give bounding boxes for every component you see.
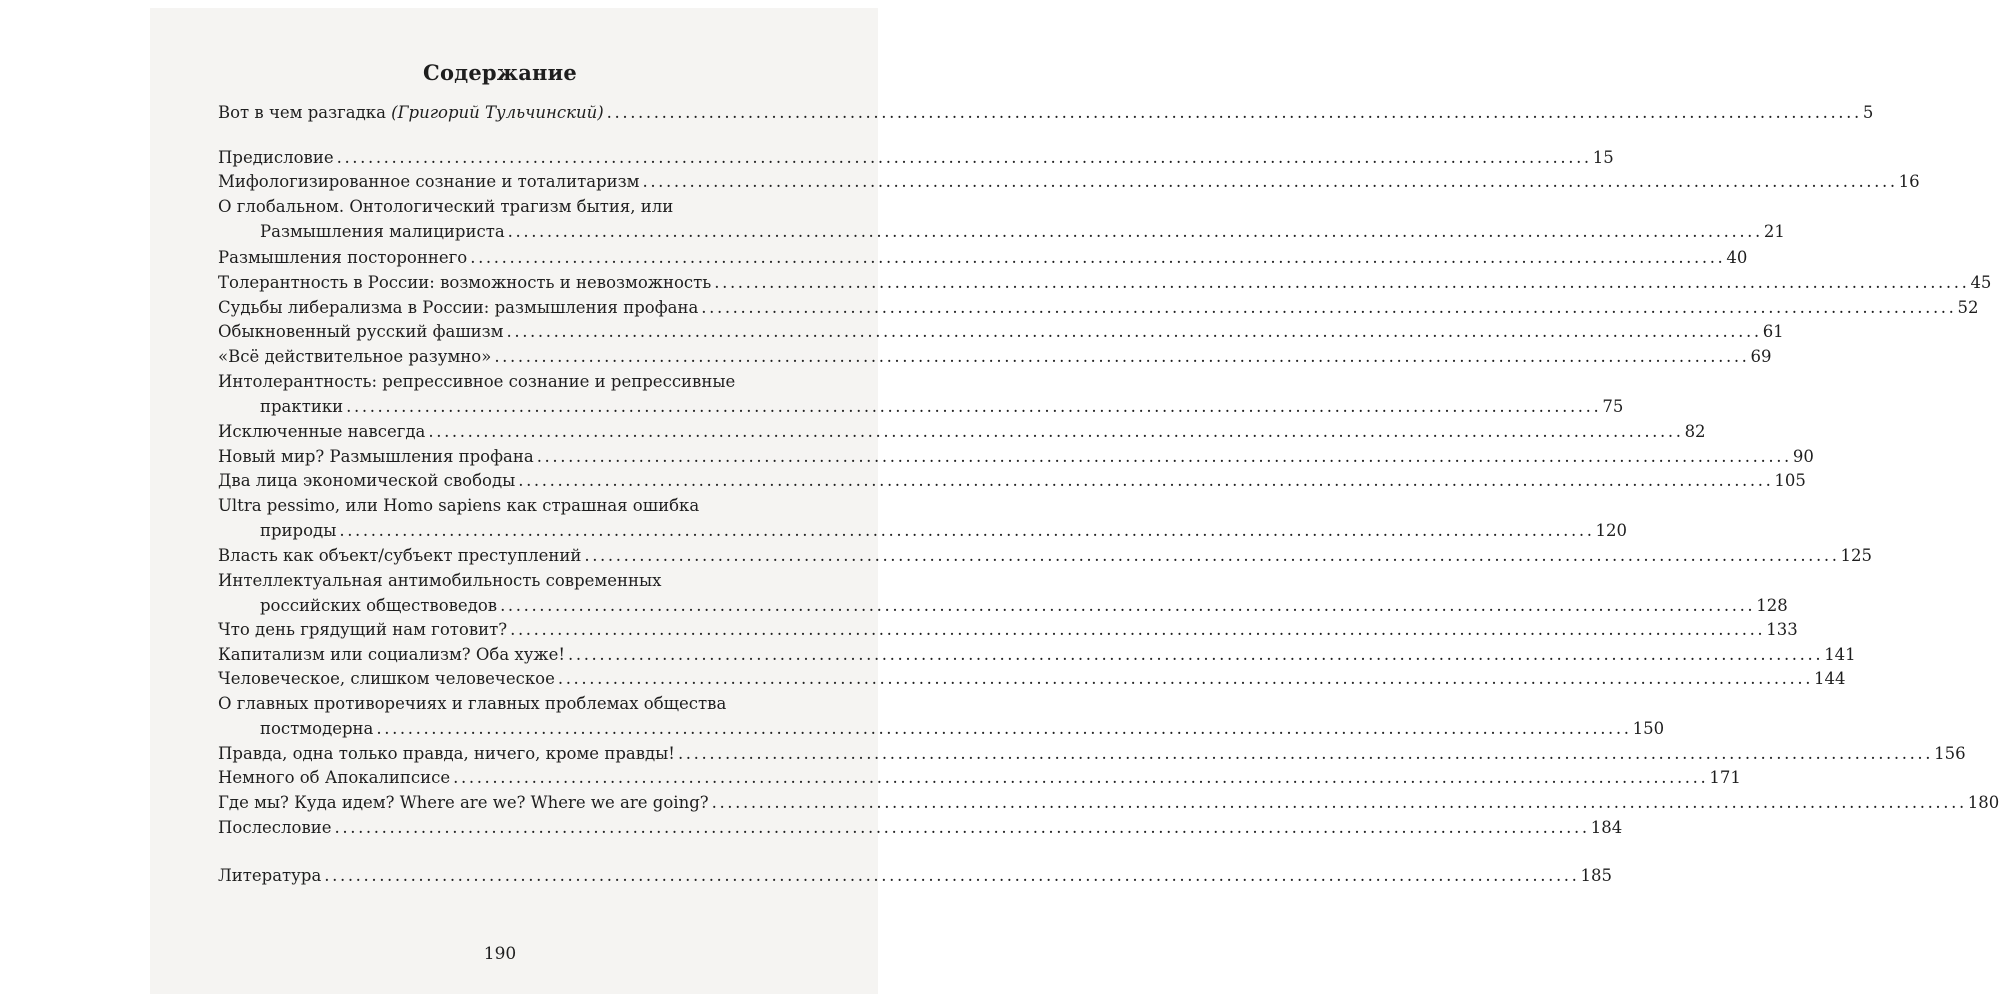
toc-entry-title: Мифологизированное сознание и тоталитаризм [218, 172, 640, 191]
toc-entry [218, 617, 1798, 643]
toc-entry-title: Человеческое, слишком человеческое [218, 669, 555, 688]
dot-leader: ................................................................................................................................................................ [557, 669, 1814, 688]
toc-entry [218, 642, 1856, 668]
toc-entry-title: практики [260, 397, 344, 416]
dot-leader: ................................................................................................................................................................ [324, 866, 1580, 885]
toc-entry [218, 295, 1979, 321]
toc-entry-title: Предисловие [218, 148, 334, 167]
toc-page-number: 16 [1898, 172, 1920, 191]
dot-leader: ................................................................................................................................................................ [677, 744, 1934, 763]
dot-leader: ................................................................................................................................................................ [584, 546, 1840, 565]
toc-entry [218, 765, 1741, 791]
toc-entry-title: постмодерна [260, 719, 374, 738]
toc-entry-title: «Всё действительное разумно» [218, 347, 492, 366]
dot-leader: ................................................................................................................................................................ [453, 768, 1709, 787]
toc-entry [218, 369, 766, 395]
dot-leader: ................................................................................................................................................................ [536, 447, 1792, 466]
toc-page-number: 120 [1595, 521, 1628, 540]
toc-entry [218, 344, 1772, 370]
dot-leader: ................................................................................................................................................................ [470, 248, 1726, 267]
toc-entry-title: Капитализм или социализм? Оба хуже! [218, 645, 565, 664]
toc-page-number: 82 [1684, 422, 1706, 441]
toc-entry-title: О главных противоречиях и главных проблемах общества [218, 694, 727, 713]
toc-entry [218, 493, 766, 519]
toc-page-number: 156 [1934, 744, 1966, 763]
toc-entry [218, 419, 1706, 445]
toc-entry [218, 100, 1874, 126]
toc-entry [218, 716, 1665, 742]
toc-entry-title: Толерантность в России: возможность и невозможность [218, 273, 712, 292]
toc-entry-title: Послесловие [218, 818, 332, 837]
toc-entry-title: Интолерантность: репрессивное сознание и репрессивные [218, 372, 736, 391]
toc-entry [218, 518, 1628, 544]
dot-leader: ................................................................................................................................................................ [346, 397, 1602, 416]
toc-page-number: 52 [1957, 298, 1979, 317]
toc-entry [218, 468, 1806, 494]
toc-page-number: 61 [1762, 322, 1784, 341]
toc-page-number: 40 [1726, 248, 1748, 267]
toc-entry [218, 543, 1873, 569]
toc-entry-title: Немного об Апокалипсисе [218, 768, 451, 787]
toc-page-number: 105 [1774, 471, 1806, 490]
dot-leader: ................................................................................................................................................................ [518, 471, 1774, 490]
toc-page-number: 45 [1970, 273, 1992, 292]
toc-entry-title: Где мы? Куда идем? Where are we? Where we are going? [218, 793, 709, 812]
toc-entry [218, 691, 766, 717]
dot-leader: ................................................................................................................................................................ [711, 793, 1967, 812]
toc-page-number: 133 [1766, 620, 1798, 639]
toc-page-number: 15 [1592, 148, 1614, 167]
toc-entry [218, 194, 766, 220]
dot-leader: ................................................................................................................................................................ [507, 222, 1763, 241]
toc-page-number: 75 [1602, 397, 1624, 416]
toc-entry-title: Интеллектуальная антимобильность современных [218, 571, 662, 590]
dot-leader: ................................................................................................................................................................ [494, 347, 1750, 366]
toc-entry-title: Размышления малицириста [260, 222, 505, 241]
dot-leader: ................................................................................................................................................................ [334, 818, 1590, 837]
dot-leader: ................................................................................................................................................................ [506, 322, 1762, 341]
toc-page-number: 171 [1709, 768, 1741, 787]
toc-page-number: 141 [1824, 645, 1856, 664]
dot-leader: ................................................................................................................................................................ [336, 148, 1592, 167]
toc-entry-title: Что день грядущий нам готовит? [218, 620, 508, 639]
toc-page-number: 125 [1840, 546, 1873, 565]
toc-entry [218, 666, 1846, 692]
toc-entry-title: Власть как объект/субъект преступлений [218, 546, 582, 565]
toc-entry-title: Новый мир? Размышления профана [218, 447, 534, 466]
dot-leader: ................................................................................................................................................................ [701, 298, 1957, 317]
toc-entry-title: О глобальном. Онтологический трагизм бытия, или [218, 197, 674, 216]
toc-entry [218, 815, 1623, 841]
dot-leader: ................................................................................................................................................................ [606, 103, 1862, 122]
toc-entry [218, 593, 1788, 619]
dot-leader: ................................................................................................................................................................ [376, 719, 1632, 738]
dot-leader: ................................................................................................................................................................ [500, 596, 1756, 615]
toc-page-number: 184 [1590, 818, 1623, 837]
toc-entry-author: (Григорий Тульчинский) [391, 103, 604, 122]
dot-leader: ................................................................................................................................................................ [428, 422, 1684, 441]
toc-page-number: 185 [1580, 866, 1612, 885]
toc-page-number: 69 [1750, 347, 1772, 366]
toc-page-number: 21 [1763, 222, 1785, 241]
toc-page-number: 128 [1756, 596, 1788, 615]
toc-page-number: 90 [1792, 447, 1814, 466]
dot-leader: ................................................................................................................................................................ [642, 172, 1898, 191]
toc-entry-title: Ultra pessimo, или Homo sapiens как страшная ошибка [218, 496, 700, 515]
toc-entry-title: российских обществоведов [260, 596, 498, 615]
page-title: Содержание [423, 60, 577, 85]
toc-page-number: 150 [1632, 719, 1665, 738]
toc-entry-title: Вот в чем разгадка (Григорий Тульчинский) [218, 103, 604, 122]
toc-entry [218, 863, 1612, 889]
toc-entry-title: Два лица экономической свободы [218, 471, 516, 490]
dot-leader: ................................................................................................................................................................ [714, 273, 1970, 292]
toc-entry-title: Исключенные навсегда [218, 422, 426, 441]
toc-entry [218, 245, 1748, 271]
toc-entry [218, 444, 1814, 470]
dot-leader: ................................................................................................................................................................ [339, 521, 1595, 540]
toc-entry [218, 394, 1624, 420]
toc-entry [218, 741, 1966, 767]
toc-entry-title: Обыкновенный русский фашизм [218, 322, 504, 341]
page-number: 190 [483, 944, 517, 964]
toc-entry [218, 219, 1785, 245]
toc-entry-title: Размышления постороннего [218, 248, 468, 267]
dot-leader: ................................................................................................................................................................ [568, 645, 1824, 664]
toc-entry [218, 145, 1614, 171]
toc-entry [218, 568, 766, 594]
toc-entry-title: Судьбы либерализма в России: размышления профана [218, 298, 699, 317]
toc-page-number: 5 [1862, 103, 1874, 122]
toc-page-number: 144 [1814, 669, 1846, 688]
toc-entry [218, 169, 1920, 195]
toc-entry [218, 319, 1784, 345]
dot-leader: ................................................................................................................................................................ [510, 620, 1766, 639]
toc-page-number: 180 [1967, 793, 1999, 812]
toc-entry-title: Правда, одна только правда, ничего, кроме правды! [218, 744, 675, 763]
toc-entry [218, 270, 1992, 296]
toc-entry-title: Литература [218, 866, 322, 885]
toc-entry-title: природы [260, 521, 337, 540]
toc-entry [218, 790, 1999, 816]
